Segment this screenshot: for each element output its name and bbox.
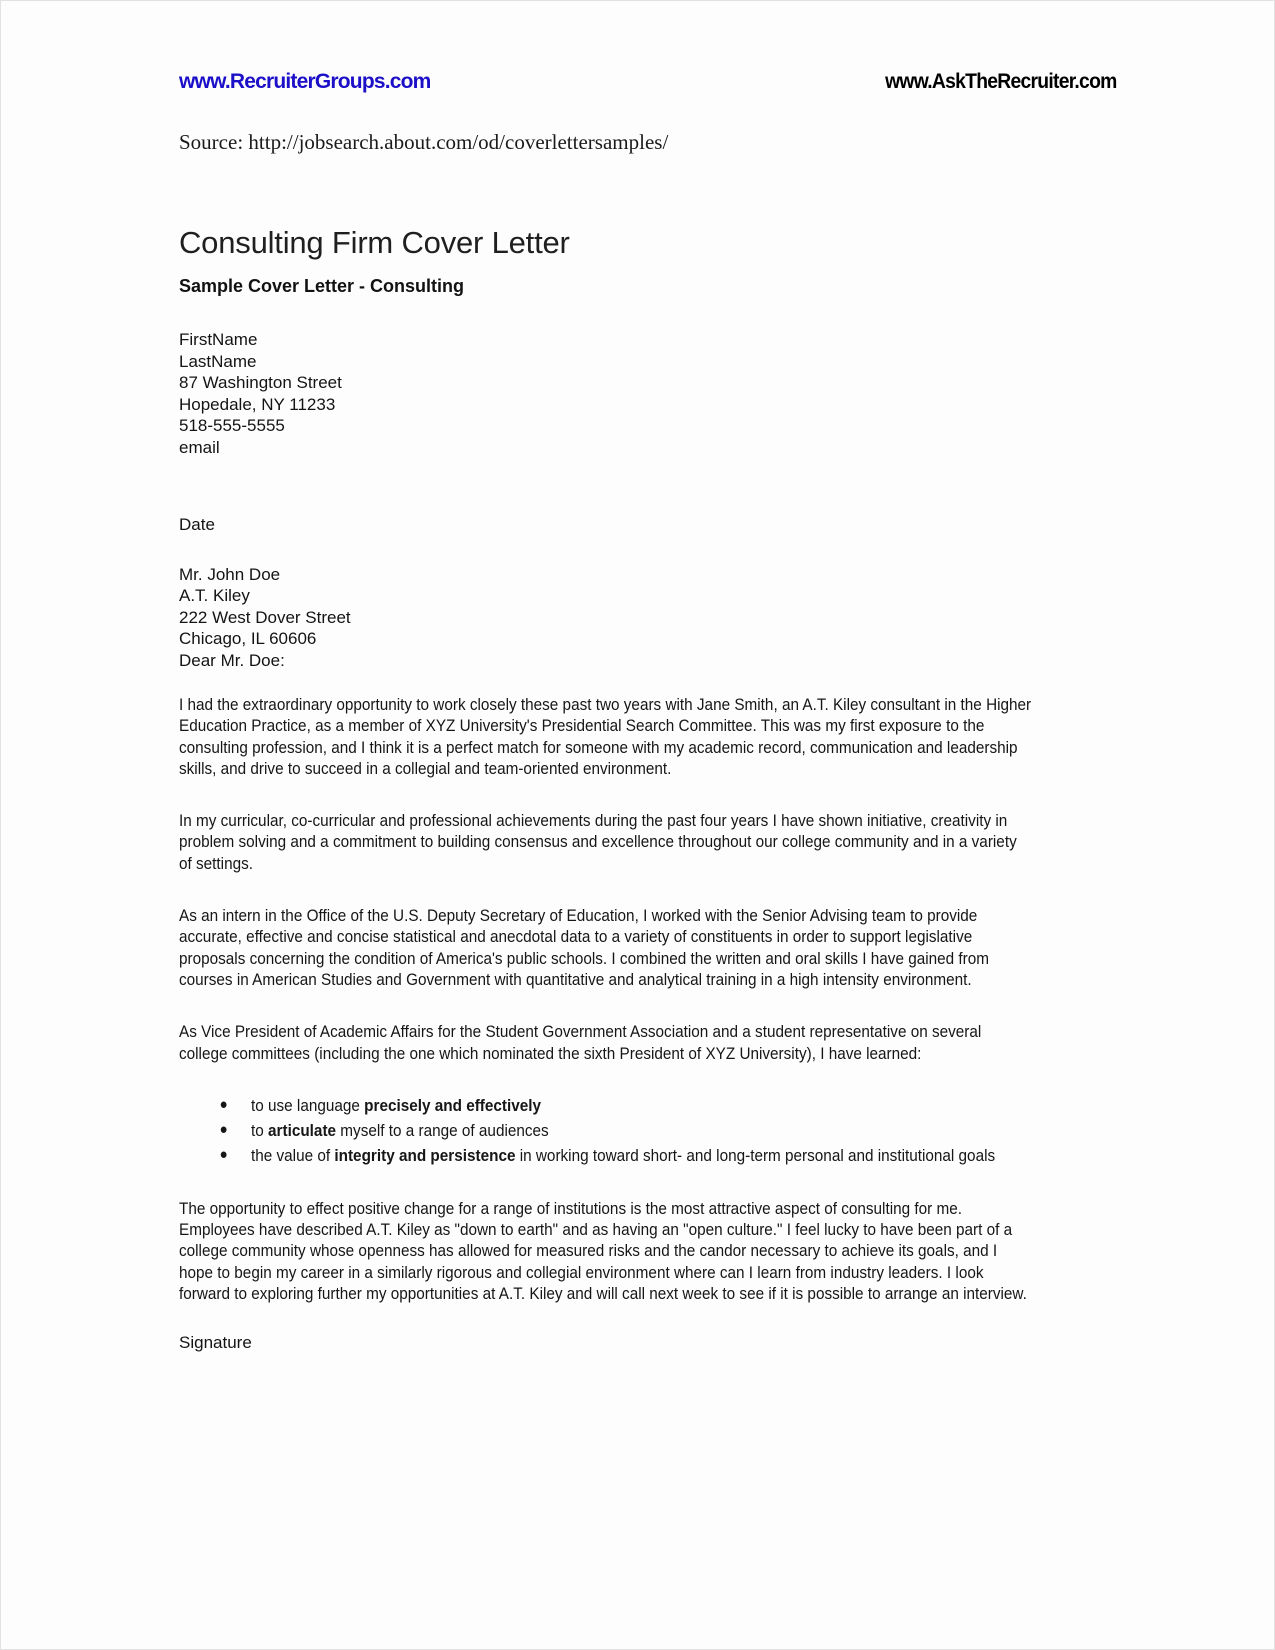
body-paragraph-1: I had the extraordinary opportunity to work closely these past two years with Jane Smith, an A.T. Kiley consultant in the Higher Education Practice, as a member of XYZ University's Presidential Search Committee. This was my first exposure to the consulting profession, and I think it is a perfect match for someone with my academic record, communication and leadership skills, and drive to succeed in a collegial and team-oriented environment. (179, 695, 1032, 778)
skills-bullet-list (179, 1095, 1032, 1167)
sender-first-name: FirstName (179, 330, 258, 349)
bullet-item-language (219, 1095, 1032, 1117)
closing-paragraph: The opportunity to effect positive change for a range of institutions is the most attractive aspect of consulting for me. Employees have described A.T. Kiley as "down to earth" and as having an "open culture." I feel lucky to have been part of a college community whose openness has allowed for measured risks and the candor necessary to achieve its goals, and I hope to begin my career in a similarly rigorous and collegial environment where can I learn from industry leaders. I look forward to exploring further my opportunities at A.T. Kiley and will call next week to see if it is possible to arrange an interview. (179, 1198, 1027, 1304)
bullet-text-tail: myself to a range of audiences (336, 1120, 549, 1140)
body-paragraph-3: As an intern in the Office of the U.S. Deputy Secretary of Education, I worked with the Senior Advising team to provide accurate, effective and concise statistical and anecdotal data to a variety of constituents in order to support legislative proposals concerning the condition of America's public schools. I combined the written and oral skills I have gained from courses in American Studies and Government with quantitative and analytical training in a high intensity environment. (179, 906, 990, 989)
salutation-line: Dear Mr. Doe: (179, 650, 285, 670)
bullet-text: the value of (251, 1145, 335, 1165)
bullet-text: to use language (251, 1095, 365, 1115)
bullet-bold-text: articulate (268, 1120, 337, 1140)
date-placeholder: Date (179, 515, 215, 534)
bullet-bold-text: integrity and persistence (334, 1145, 516, 1165)
sender-address-block (179, 329, 1117, 458)
asktherecruiter-link[interactable]: www.AskTheRecruiter.com (885, 70, 1117, 93)
recipient-street: 222 West Dover Street (179, 607, 351, 627)
sender-email: email (179, 437, 220, 457)
sender-phone: 518-555-5555 (179, 416, 285, 435)
sender-last-name: LastName (179, 351, 257, 371)
body-paragraph-4: As Vice President of Academic Affairs for the Student Government Association and a student representative on several college committees (including the one which nominated the sixth President of XYZ University), I have learned: (179, 1022, 982, 1063)
page-title: Consulting Firm Cover Letter (179, 225, 570, 260)
recruitergroups-link[interactable]: www.RecruiterGroups.com (179, 70, 431, 93)
letter-body (179, 694, 1032, 1304)
bullet-item-integrity (219, 1145, 1032, 1167)
page-header (179, 69, 1117, 95)
sender-city-state-zip: Hopedale, NY 11233 (179, 394, 336, 414)
bullet-dot-icon: ● (219, 1145, 228, 1163)
recipient-company: A.T. Kiley (179, 586, 250, 605)
body-paragraph-2: In my curricular, co-curricular and professional achievements during the past four years I have shown initiative, creativity in problem solving and a commitment to building consensus and excellence throughout our college community and in a variety of settings. (179, 811, 1017, 873)
recipient-name: Mr. John Doe (179, 564, 281, 584)
document-subtitle: Sample Cover Letter - Consulting (179, 276, 465, 296)
recipient-city-state-zip: Chicago, IL 60606 (179, 629, 317, 648)
sender-street: 87 Washington Street (179, 373, 342, 392)
recipient-address-block (179, 564, 1117, 650)
bullet-item-articulate (219, 1120, 1032, 1142)
bullet-dot-icon: ● (219, 1095, 228, 1113)
bullet-dot-icon: ● (219, 1120, 228, 1138)
bullet-text-tail: in working toward short- and long-term personal and institutional goals (515, 1145, 996, 1165)
source-url-line: Source: http://jobsearch.about.com/od/coverlettersamples/ (179, 130, 669, 154)
signature-placeholder: Signature (179, 1333, 252, 1353)
bullet-bold-text: precisely and effectively (364, 1095, 542, 1115)
bullet-text: to (251, 1120, 269, 1140)
